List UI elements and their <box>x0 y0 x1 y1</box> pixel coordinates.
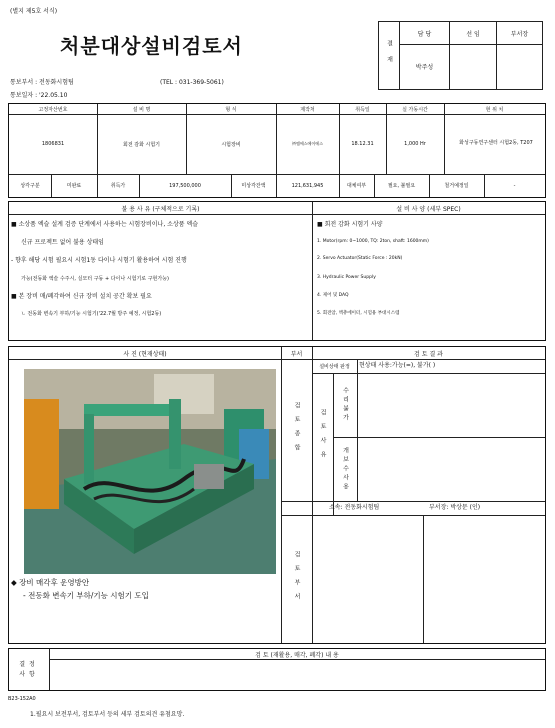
cost-label: 취득가 <box>110 183 126 189</box>
dep-label: 상각구분 <box>20 183 40 189</box>
approval-label: 결재 <box>385 39 393 72</box>
cost-value: 197,500,000 <box>169 182 201 189</box>
plan-line-2: - 전동화 변속기 부하/기능 시험기 도입 <box>23 591 149 600</box>
equipment-name: 회전 감화 시험기 <box>123 141 160 148</box>
status-label: 설비상태 판정 <box>319 363 350 370</box>
col-asset-no: 고정자산번호 <box>38 106 68 113</box>
notify-date: 통보일자 : '22.05.10 <box>10 92 68 99</box>
photo-header: 사 진 (현재상태) <box>123 350 167 358</box>
spec-line-4: 3. Hydraulic Power Supply <box>317 275 376 280</box>
spec-line-1: ■ 회전 감화 시험기 사양 <box>317 221 383 228</box>
review-head: 부서장: 박상문 (인) <box>429 504 481 511</box>
location: 화성구동연구센터 시험2동, T207 <box>459 140 533 147</box>
spec-line-6: 5. 회전암, 액츄에이터, 시험용 부대시스템 <box>317 311 400 316</box>
approval-signer: 박주성 <box>415 64 434 71</box>
review-dept: 검토부서 <box>293 551 300 607</box>
notify-dept: 통보부서 : 전동화시험팀 <box>10 79 74 86</box>
reason-line-3: - 향후 해당 시험 필요시 시험1동 다이나 시험기 활용하여 시험 진행 <box>11 257 187 264</box>
approval-header-3: 부서장 <box>510 30 529 38</box>
plan-line-1: ◆ 장비 매각후 운영방안 <box>11 578 90 587</box>
reason-header: 불 용 사 유 (구체적으로 기록) <box>121 205 200 213</box>
maker: ㈜엠에스에이에스 <box>291 141 324 146</box>
footer-note: 1.필요시 보전부서, 검토부서 등의 세부 검토의견 유첨요망. <box>30 711 185 718</box>
col-acquired: 취득일 <box>355 106 370 113</box>
approval-header-2: 선 임 <box>466 30 480 38</box>
refurbish-use: 개보수사용 <box>341 446 349 492</box>
reason-line-2: 신규 프로젝트 없어 불용 상태임 <box>21 239 104 246</box>
status-value: 현상태 사용:가능(=), 불가( ) <box>359 362 436 369</box>
col-type: 형 식 <box>225 106 237 113</box>
reason-line-6: ㄴ 전동화 변속기 부하/기능 시험기('22.7월 방주 예정, 시험2동) <box>21 311 162 317</box>
photo-review-section <box>8 346 546 644</box>
approval-header-1: 담 당 <box>417 30 432 38</box>
spec-header: 설 비 사 양 (세부 SPEC) <box>396 205 461 213</box>
equipment-photo <box>24 369 276 574</box>
residual-label: 미상각잔액 <box>241 183 266 189</box>
review-comprehensive: 검토종합 <box>293 402 300 458</box>
decision-label: 결정사항 <box>19 660 39 678</box>
notify-tel: (TEL : 031-369-5061) <box>160 79 224 86</box>
reason-line-4: 가능(전동화 엑슬 수주시, 실모터 구동 + 다이나 시험기로 구현가능) <box>21 276 169 282</box>
col-maker: 제작처 <box>300 106 315 113</box>
asset-no: 1806831 <box>41 141 65 147</box>
residual-value: 121,631,945 <box>291 182 324 189</box>
replace-label: 대체여부 <box>346 183 367 189</box>
spec-line-3: 2. Servo Actuator(Static Force : 20kN) <box>317 256 403 261</box>
spec-line-2: 1. Motor(rpm: 0~1000, TQ: 2ton, shaft: 1600mm) <box>317 239 429 244</box>
col-runtime: 실 가동시간 <box>402 106 428 113</box>
bottom-header: 검 토 (재활용, 매각, 폐각) 내 용 <box>255 651 339 659</box>
col-equipment-name: 설 비 명 <box>132 106 151 113</box>
review-reason: 검토사유 <box>319 409 326 465</box>
equipment-type: 시험장비 <box>221 141 241 148</box>
col-location: 현 위 치 <box>485 106 504 113</box>
acquired-date: 18.12.31 <box>351 141 374 147</box>
runtime: 1,000 Hr <box>404 141 426 147</box>
review-dept-header: 부서 <box>290 350 303 358</box>
spec-line-5: 4. 제어 및 DAQ <box>317 293 349 298</box>
page-title: 처분대상설비검토서 <box>60 34 243 58</box>
approval-box <box>378 21 543 90</box>
asset-table <box>8 103 546 198</box>
bottom-review-section <box>8 648 546 691</box>
repair-impossible: 수리불가 <box>341 387 349 423</box>
footer-code: B23-152A0 <box>8 696 36 702</box>
form-tag: (별지 제5호 서식) <box>10 8 58 15</box>
reason-line-5: ■ 본 장비 매/폐각하여 신규 장비 설치 공간 확보 필요 <box>11 293 152 300</box>
removal-label: 철거예정일 <box>444 183 469 189</box>
dep-status: 미완료 <box>66 183 82 189</box>
removal-value: - <box>513 182 516 189</box>
review-result-header: 검 토 결 과 <box>414 350 443 358</box>
reason-spec-section <box>8 201 546 341</box>
reason-line-1: ■ 소상품 엑슬 설계 검증 단계에서 사용하는 시험장비이나, 소상품 엑슬 <box>11 221 199 228</box>
replace-value: 필요, 불필요 <box>387 183 416 189</box>
review-affiliation: 소속: 전동화시험팀 <box>329 504 380 511</box>
